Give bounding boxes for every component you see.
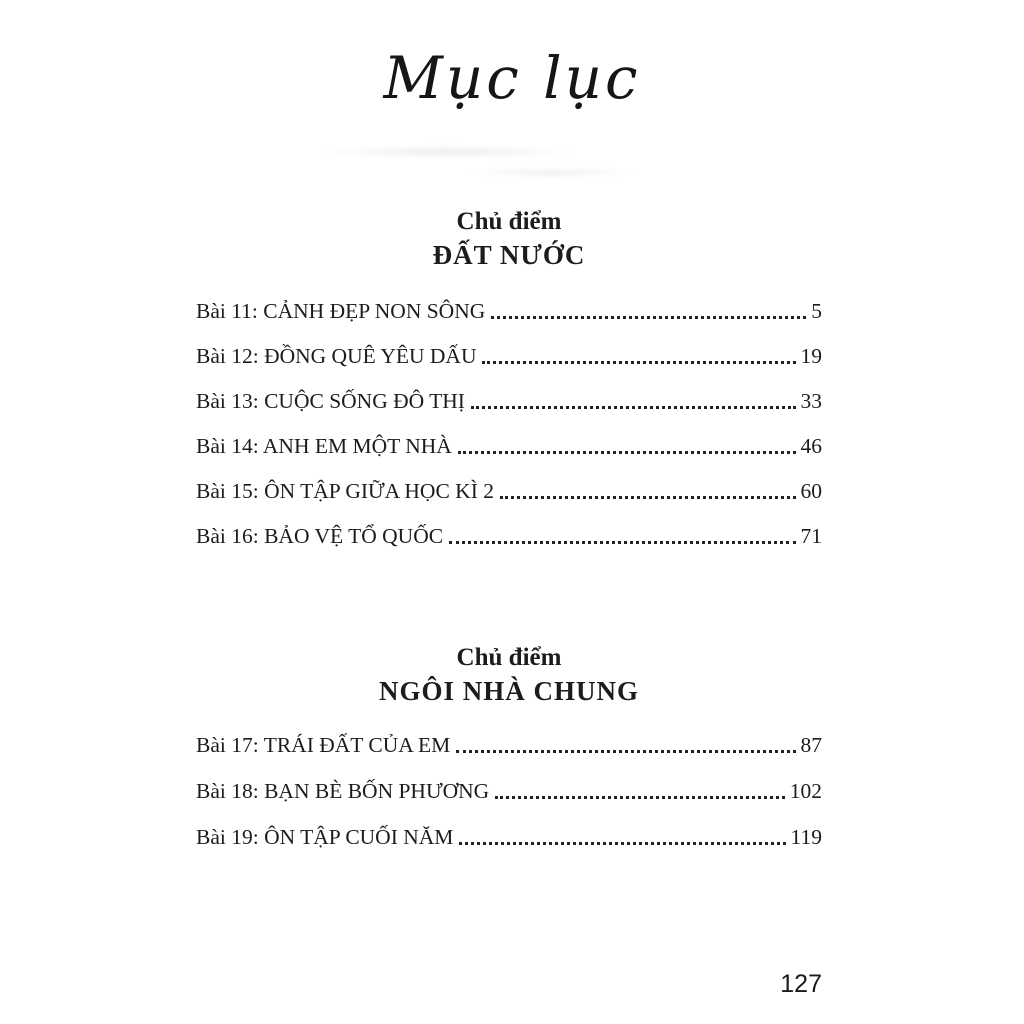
section-heading-label: Chủ điểm bbox=[456, 644, 562, 671]
bleed-through-smudge bbox=[300, 138, 720, 184]
section-heading-title: ĐẤT NƯỚC bbox=[432, 240, 586, 270]
toc-section-dat-nuoc bbox=[196, 206, 822, 549]
toc-entry-page: 46 bbox=[800, 434, 822, 458]
toc-entry-label: Bài 17: TRÁI ĐẤT CỦA EM bbox=[196, 733, 451, 757]
toc-entry bbox=[196, 732, 822, 758]
dot-leader bbox=[482, 361, 795, 364]
toc-entry-label: Bài 16: BẢO VỆ TỔ QUỐC bbox=[196, 524, 444, 548]
toc-entry-page: 71 bbox=[800, 524, 822, 548]
toc-entry-page: 102 bbox=[789, 779, 822, 803]
toc-entry bbox=[196, 478, 822, 504]
section-heading bbox=[196, 642, 822, 708]
toc-entry bbox=[196, 343, 822, 369]
toc-entry-page: 87 bbox=[800, 733, 822, 757]
section-heading bbox=[196, 206, 822, 272]
dot-leader bbox=[500, 496, 796, 499]
toc-entry-page: 5 bbox=[811, 299, 822, 323]
dot-leader bbox=[471, 406, 796, 409]
dot-leader bbox=[459, 842, 785, 845]
toc-entry bbox=[196, 388, 822, 414]
page-number: 127 bbox=[780, 970, 822, 998]
dot-leader bbox=[491, 316, 806, 319]
toc-entry bbox=[196, 778, 822, 804]
toc-entry bbox=[196, 523, 822, 549]
toc-entry-page: 19 bbox=[800, 344, 822, 368]
toc-entry-label: Bài 13: CUỘC SỐNG ĐÔ THỊ bbox=[196, 389, 465, 413]
toc-entry-label: Bài 18: BẠN BÈ BỐN PHƯƠNG bbox=[196, 779, 490, 803]
toc-entry-label: Bài 15: ÔN TẬP GIỮA HỌC KÌ 2 bbox=[196, 479, 494, 503]
dot-leader bbox=[495, 796, 785, 799]
dot-leader bbox=[456, 750, 795, 753]
toc-entry-label: Bài 12: ĐỒNG QUÊ YÊU DẤU bbox=[196, 344, 477, 368]
toc-entry-page: 119 bbox=[790, 825, 822, 849]
toc-entry bbox=[196, 824, 822, 850]
toc-entry bbox=[196, 298, 822, 324]
page-title: Mục lục bbox=[383, 44, 641, 112]
toc-list bbox=[196, 298, 822, 549]
toc-entry-label: Bài 19: ÔN TẬP CUỐI NĂM bbox=[196, 825, 454, 849]
dot-leader bbox=[449, 541, 795, 544]
toc-entry-page: 60 bbox=[800, 479, 822, 503]
toc-entry bbox=[196, 433, 822, 459]
toc-entry-label: Bài 14: ANH EM MỘT NHÀ bbox=[196, 434, 452, 458]
toc-entry-page: 33 bbox=[800, 389, 822, 413]
section-heading-label: Chủ điểm bbox=[456, 208, 562, 235]
toc-entry-label: Bài 11: CẢNH ĐẸP NON SÔNG bbox=[196, 299, 486, 323]
toc-list bbox=[196, 732, 822, 850]
toc-section-ngoi-nha-chung bbox=[196, 642, 822, 850]
section-heading-title: NGÔI NHÀ CHUNG bbox=[378, 676, 639, 706]
dot-leader bbox=[458, 451, 796, 454]
